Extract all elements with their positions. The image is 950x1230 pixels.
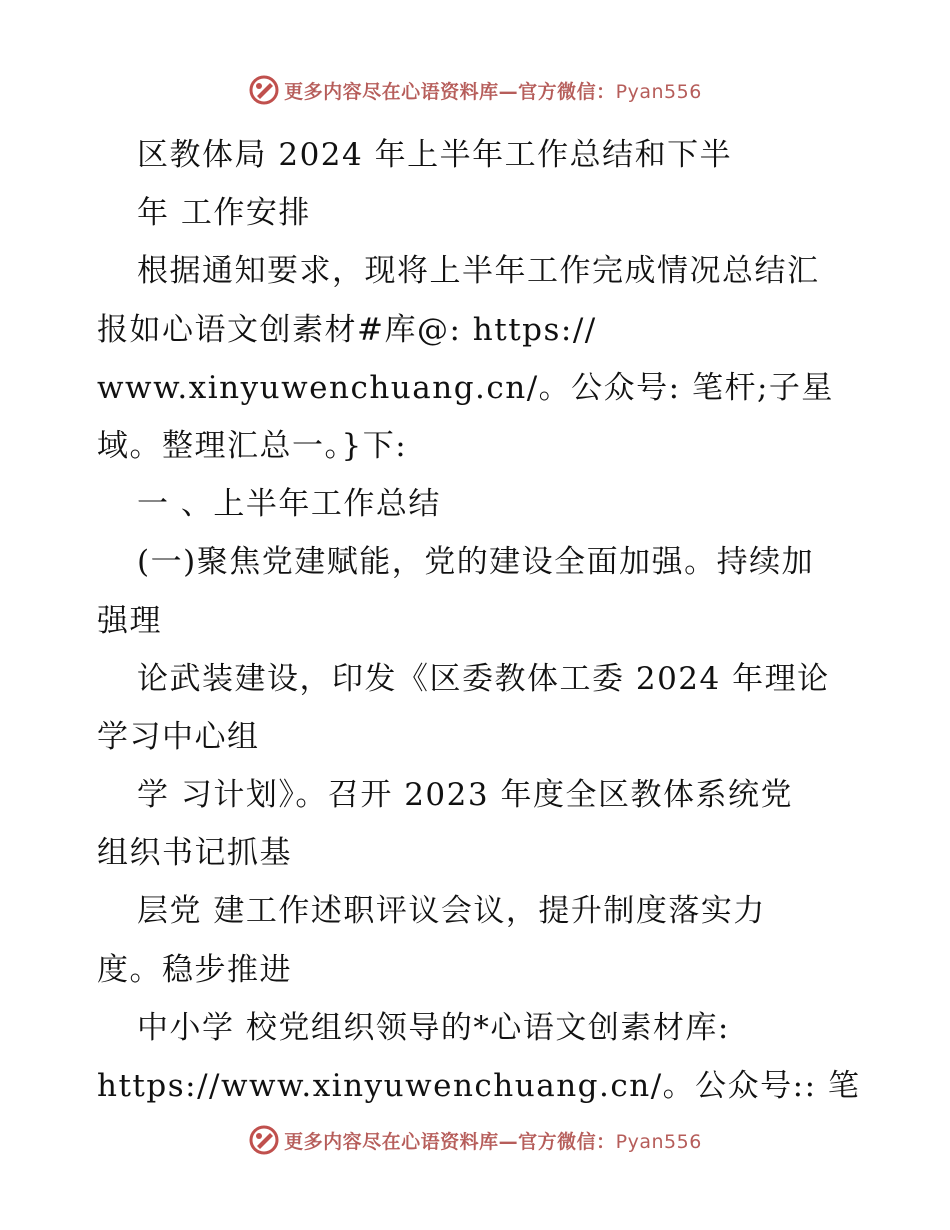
section-heading: 一 、上半年工作总结 <box>137 486 441 523</box>
watermark-text: 更多内容尽在心语资料库—官方微信：Pyan556 <box>284 1130 702 1153</box>
logo-icon <box>248 74 280 106</box>
paragraph-line: 强理 <box>97 602 162 639</box>
paragraph-line: 学 习计划》。召开 2023 年度全区教体系统党 <box>137 777 793 814</box>
paragraph-line: 层党 建工作述职评议会议，提升制度落实力 <box>137 893 766 930</box>
paragraph-line: (一)聚焦党建赋能，党的建设全面加强。持续加 <box>137 544 815 581</box>
paragraph-line: 度。稳步推进 <box>97 951 292 988</box>
paragraph-line: 组织书记抓基 <box>97 835 292 872</box>
paragraph-line: www.xinyuwenchuang.cn/。公众号: 笔杆;子星 <box>97 369 834 406</box>
watermark-banner-top <box>0 70 950 110</box>
watermark-banner-bottom <box>0 1120 950 1160</box>
paragraph-line: 中小学 校党组织领导的*心语文创素材库: <box>137 1009 730 1046</box>
watermark-wechat-id: Pyan556 <box>615 1130 702 1153</box>
document-body <box>97 126 867 1115</box>
paragraph-line: 论武装建设，印发《区委教体工委 2024 年理论 <box>137 660 830 697</box>
paragraph-line: 报如心语文创素材#库@: https:// <box>97 311 597 348</box>
paragraph-line: 根据通知要求，现将上半年工作完成情况总结汇 <box>137 253 820 290</box>
watermark-wechat-id: Pyan556 <box>615 80 702 103</box>
logo-icon <box>248 1124 280 1156</box>
watermark-text: 更多内容尽在心语资料库—官方微信：Pyan556 <box>284 80 702 103</box>
paragraph-line: 学习中心组 <box>97 718 260 755</box>
doc-title-line-1: 区教体局 2024 年上半年工作总结和下半 <box>137 137 733 173</box>
doc-title-line-2: 年 工作安排 <box>137 195 311 232</box>
paragraph-line: 域。整理汇总一。}下: <box>97 427 408 464</box>
paragraph-line: https://www.xinyuwenchuang.cn/。公众号:: 笔 <box>97 1068 861 1104</box>
